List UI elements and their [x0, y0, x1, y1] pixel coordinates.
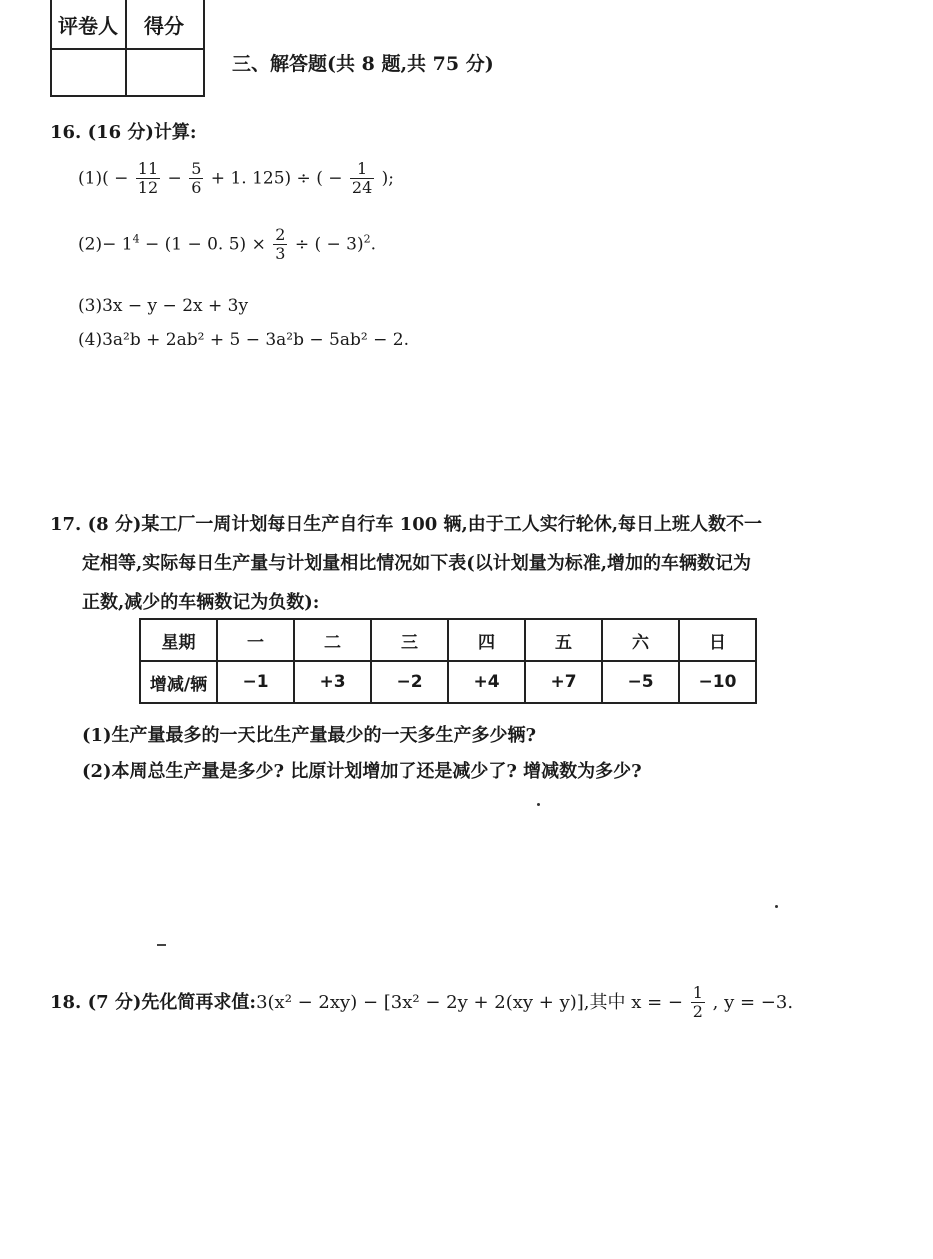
table-cell: 星期: [140, 619, 217, 661]
fraction-1-2: $\frac{1}{2}$: [692, 983, 703, 1022]
table-cell: 五: [525, 619, 602, 661]
q16-part4: (4)3a²b + 2ab² + 5 − 3a²b − 5ab² − 2.: [78, 330, 409, 350]
q16-part1: (1)( − $\frac{11}{12}$ − $\frac{5}{6}$ + 1. 125) ÷ ( − $\frac{1}{24}$ );: [78, 159, 395, 198]
scan-speck: [537, 803, 540, 806]
table-row: [140, 661, 756, 703]
table-cell: 六: [602, 619, 679, 661]
table-cell: 一: [217, 619, 294, 661]
table-cell: 三: [371, 619, 448, 661]
production-table: [139, 618, 757, 704]
score-box-row-divider: [52, 48, 203, 50]
scan-speck: [157, 944, 166, 946]
table-cell: 四: [448, 619, 525, 661]
table-cell: −1: [217, 661, 294, 703]
q17-line2: 定相等,实际每日生产量与计划量相比情况如下表(以计划量为标准,增加的车辆数记为: [82, 553, 752, 574]
fraction-1-24: $\frac{1}{24}$: [351, 159, 373, 198]
q16-part3: (3)3x − y − 2x + 3y: [78, 296, 249, 316]
table-cell: +4: [448, 661, 525, 703]
q17-sub1: (1)生产量最多的一天比生产量最少的一天多生产多少辆?: [82, 725, 537, 746]
q17-sub2: (2)本周总生产量是多少? 比原计划增加了还是减少了? 增减数为多少?: [82, 761, 642, 782]
table-cell: +7: [525, 661, 602, 703]
score-label: 得分: [144, 14, 184, 38]
q17-line3: 正数,减少的车辆数记为负数):: [82, 592, 320, 613]
table-cell: −2: [371, 661, 448, 703]
fraction-11-12: $\frac{11}{12}$: [137, 159, 159, 198]
fraction-2-3: $\frac{2}{3}$: [275, 225, 286, 264]
table-cell: 增减/辆: [140, 661, 217, 703]
score-box: [50, 0, 205, 97]
reviewer-label: 评卷人: [58, 14, 118, 38]
q16-header: 16. (16 分)计算:: [50, 122, 197, 143]
table-row: [140, 619, 756, 661]
table-cell: 日: [679, 619, 756, 661]
fraction-5-6: $\frac{5}{6}$: [191, 159, 202, 198]
table-cell: −10: [679, 661, 756, 703]
q18: 18. (7 分)先化简再求值:3(x² − 2xy) − [3x² − 2y + 2(xy + y)],其中 x = − $\frac{1}{2}$ , y = −3.: [50, 983, 794, 1022]
q16-part2: $(2)- 1^4 - (1 - 0$. 5) × $\frac{2}{3}$ ÷ ( − 3)$^2$.: [78, 225, 377, 264]
q17-line1: 17. (8 分)某工厂一周计划每日生产自行车 100 辆,由于工人实行轮休,每日上班人数不一: [50, 514, 763, 535]
section-title: 三、解答题(共 8 题,共 75 分): [232, 53, 494, 75]
table-cell: −5: [602, 661, 679, 703]
scan-speck: [775, 905, 778, 908]
table-cell: 二: [294, 619, 371, 661]
table-cell: +3: [294, 661, 371, 703]
